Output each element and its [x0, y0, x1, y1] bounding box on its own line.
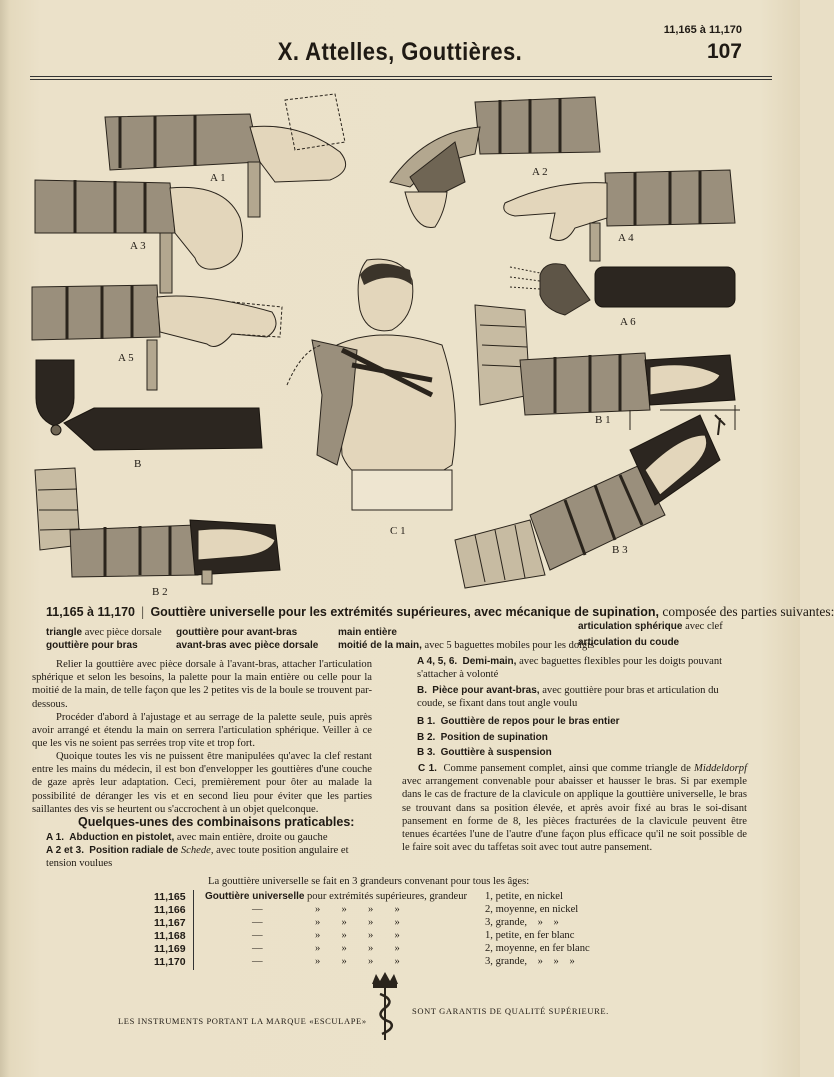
part-ball-joint: articulation sphérique avec clef: [578, 621, 723, 632]
size-row-number: 11,165: [154, 891, 186, 903]
figure-label-c1: C 1: [390, 525, 406, 537]
instructions-paragraph-3: Quoique toutes les vis ne puissent être manipulées qu'avec la clef restant entre les mains du médecin, il est bon d'envelopper les gouttières d'une couche de gaze après leur adaptation. Ceci, premièrement pour ôter au malade la possibilité de déranger les vis et en second lieu pour éviter que les parties saillantes des vis se heurtent ou s'accrochent à un objet quelconque.: [32, 751, 372, 815]
size-row-grade: 1, petite, en fer blanc: [485, 930, 575, 941]
footer-left-text: LES INSTRUMENTS PORTANT LA MARQUE «ESCULAPE»: [118, 1016, 367, 1026]
size-row-grade: 1, petite, en nickel: [485, 891, 563, 902]
instructions-paragraph-1: Relier la gouttière avec pièce dorsale à l'avant-bras, attacher l'articulation sphérique et selon les besoins, la palette pour la main entière ou celle pour la moitié de la main, de telle façon que les 2 petites vis de la boule se trouvent par-dessous.: [32, 659, 372, 710]
combination-b3: B 3. Gouttière à suspension: [417, 747, 552, 758]
full-arm-dressing-illustration-c1: [282, 255, 472, 520]
sizes-intro: La gouttière universelle se fait en 3 grandeurs convenant pour tous les âges:: [208, 876, 530, 887]
part-half-hand: moitié de la main, avec 5 baguettes mobiles pour les doigts: [338, 640, 595, 651]
size-row-name: —: [252, 917, 263, 928]
size-row-description: » » » »: [315, 917, 400, 928]
splint-illustration-a3: [35, 178, 255, 298]
combination-a2-a3: A 2 et 3. Position radiale de Schede, avec toute position angulaire et tension voulues: [46, 845, 349, 869]
size-row-number: 11,166: [154, 904, 186, 916]
figure-label-a3: A 3: [130, 240, 146, 252]
part-forearm-gutter: gouttière pour avant-bras: [176, 627, 298, 638]
combination-a1: A 1. Abduction en pistolet, avec main entière, droite ou gauche: [46, 832, 328, 843]
figure-label-b2: B 2: [152, 586, 168, 598]
esculape-trademark-logo: [368, 972, 402, 1042]
product-numbers: 11,165 à 11,170: [46, 605, 135, 619]
instructions-paragraph-2: Procéder d'abord à l'ajustage et au serrage de la palette seule, puis après avoir arrangé et étendu la main on serrera l'articulation sphérique. Veiller à ce que les vis ne soient pas serrées trop vite et trop fort.: [32, 712, 372, 750]
figure-label-a5: A 5: [118, 352, 134, 364]
size-row-grade: 3, grande, » » »: [485, 956, 575, 967]
product-title-tail: composée des parties suivantes:: [662, 604, 834, 619]
splint-illustration-b2: [30, 465, 285, 585]
part-forearm-dorsal: avant-bras avec pièce dorsale: [176, 640, 319, 651]
size-row-grade: 2, moyenne, en fer blanc: [485, 943, 590, 954]
size-row-description: » » » »: [315, 904, 400, 915]
size-row-name: —: [252, 943, 263, 954]
header-rule-double: [30, 79, 772, 80]
splint-illustration-a4: [495, 168, 740, 263]
size-row-description: » » » »: [315, 943, 400, 954]
part-elbow-joint: articulation du coude: [578, 637, 680, 648]
splint-illustration-b: [34, 358, 264, 458]
sizes-divider: [193, 890, 194, 970]
figure-label-a4: A 4: [618, 232, 634, 244]
size-row-number: 11,169: [154, 943, 186, 955]
page-number: 107: [706, 40, 742, 63]
size-row-description: » » » »: [315, 930, 400, 941]
page-title: X. Attelles, Gouttières.: [277, 38, 523, 66]
part-whole-hand: main entière: [338, 627, 397, 638]
part-triangle: triangle avec pièce dorsale: [46, 627, 162, 638]
figure-label-a1: A 1: [210, 172, 226, 184]
figure-label-a6: A 6: [620, 316, 636, 328]
combination-b: B. Pièce pour avant-bras, avec gouttière pour bras et articulation du coude, se fixant dans tout angle voulu: [417, 685, 719, 709]
page-range: 11,165 à 11,170: [663, 24, 742, 36]
combination-b2: B 2. Position de supination: [417, 732, 548, 743]
product-title: Gouttière universelle pour les extrémités supérieures, avec mécanique de supination,: [150, 605, 659, 619]
size-row-number: 11,170: [154, 956, 186, 968]
figure-label-b: B: [134, 458, 142, 470]
combinations-subheading: Quelques-unes des combinaisons praticables:: [78, 815, 355, 829]
footer-right-text: SONT GARANTIS DE QUALITÉ SUPÉRIEURE.: [412, 1006, 609, 1016]
splint-illustration-b3: [450, 410, 750, 590]
figure-label-b1: B 1: [595, 414, 611, 426]
size-row-description: pour extrémités supérieures, grandeur: [307, 891, 468, 902]
figure-label-a2: A 2: [532, 166, 548, 178]
size-row-description: » » » »: [315, 956, 400, 967]
size-row-name: —: [252, 956, 263, 967]
combination-a4-a6: A 4, 5, 6. Demi-main, avec baguettes flexibles pour les doigts pouvant s'attacher à volonté: [417, 656, 723, 680]
part-arm-gutter: gouttière pour bras: [46, 640, 138, 651]
product-heading: 11,165 à 11,170 | Gouttière universelle pour les extrémités supérieures, avec mécanique de supination, composée des parties suivantes:: [46, 604, 834, 619]
size-row-name: —: [252, 930, 263, 941]
figure-label-b3: B 3: [612, 544, 628, 556]
combination-b1: B 1. Gouttière de repos pour le bras entier: [417, 716, 620, 727]
size-row-name: Gouttière universelle: [205, 891, 305, 902]
size-row-grade: 2, moyenne, en nickel: [485, 904, 579, 915]
size-row-grade: 3, grande, » »: [485, 917, 559, 928]
size-row-number: 11,167: [154, 917, 186, 929]
header-rule: [30, 76, 772, 77]
combination-c1: C 1. Comme pansement complet, ainsi que comme triangle de Middeldorpf avec arrangement convenable pour abaisser et hausser le bras. Si par exemple dans le cas de fracture de la clavicule on applique la gouttière universelle, le bras se trouvant dans sa position élevée, et après avoir fixé au bras le soi-disant pansement en forme de 8, les pièces fracturées de la clavicule peuvent être tenues écartées l'une de l'autre d'une façon plus efficace qu'il ne soit possible de le faire soit avec du taffetas soit avec tout autre pansement.: [402, 763, 748, 854]
size-row-number: 11,168: [154, 930, 186, 942]
size-row-name: —: [252, 904, 263, 915]
